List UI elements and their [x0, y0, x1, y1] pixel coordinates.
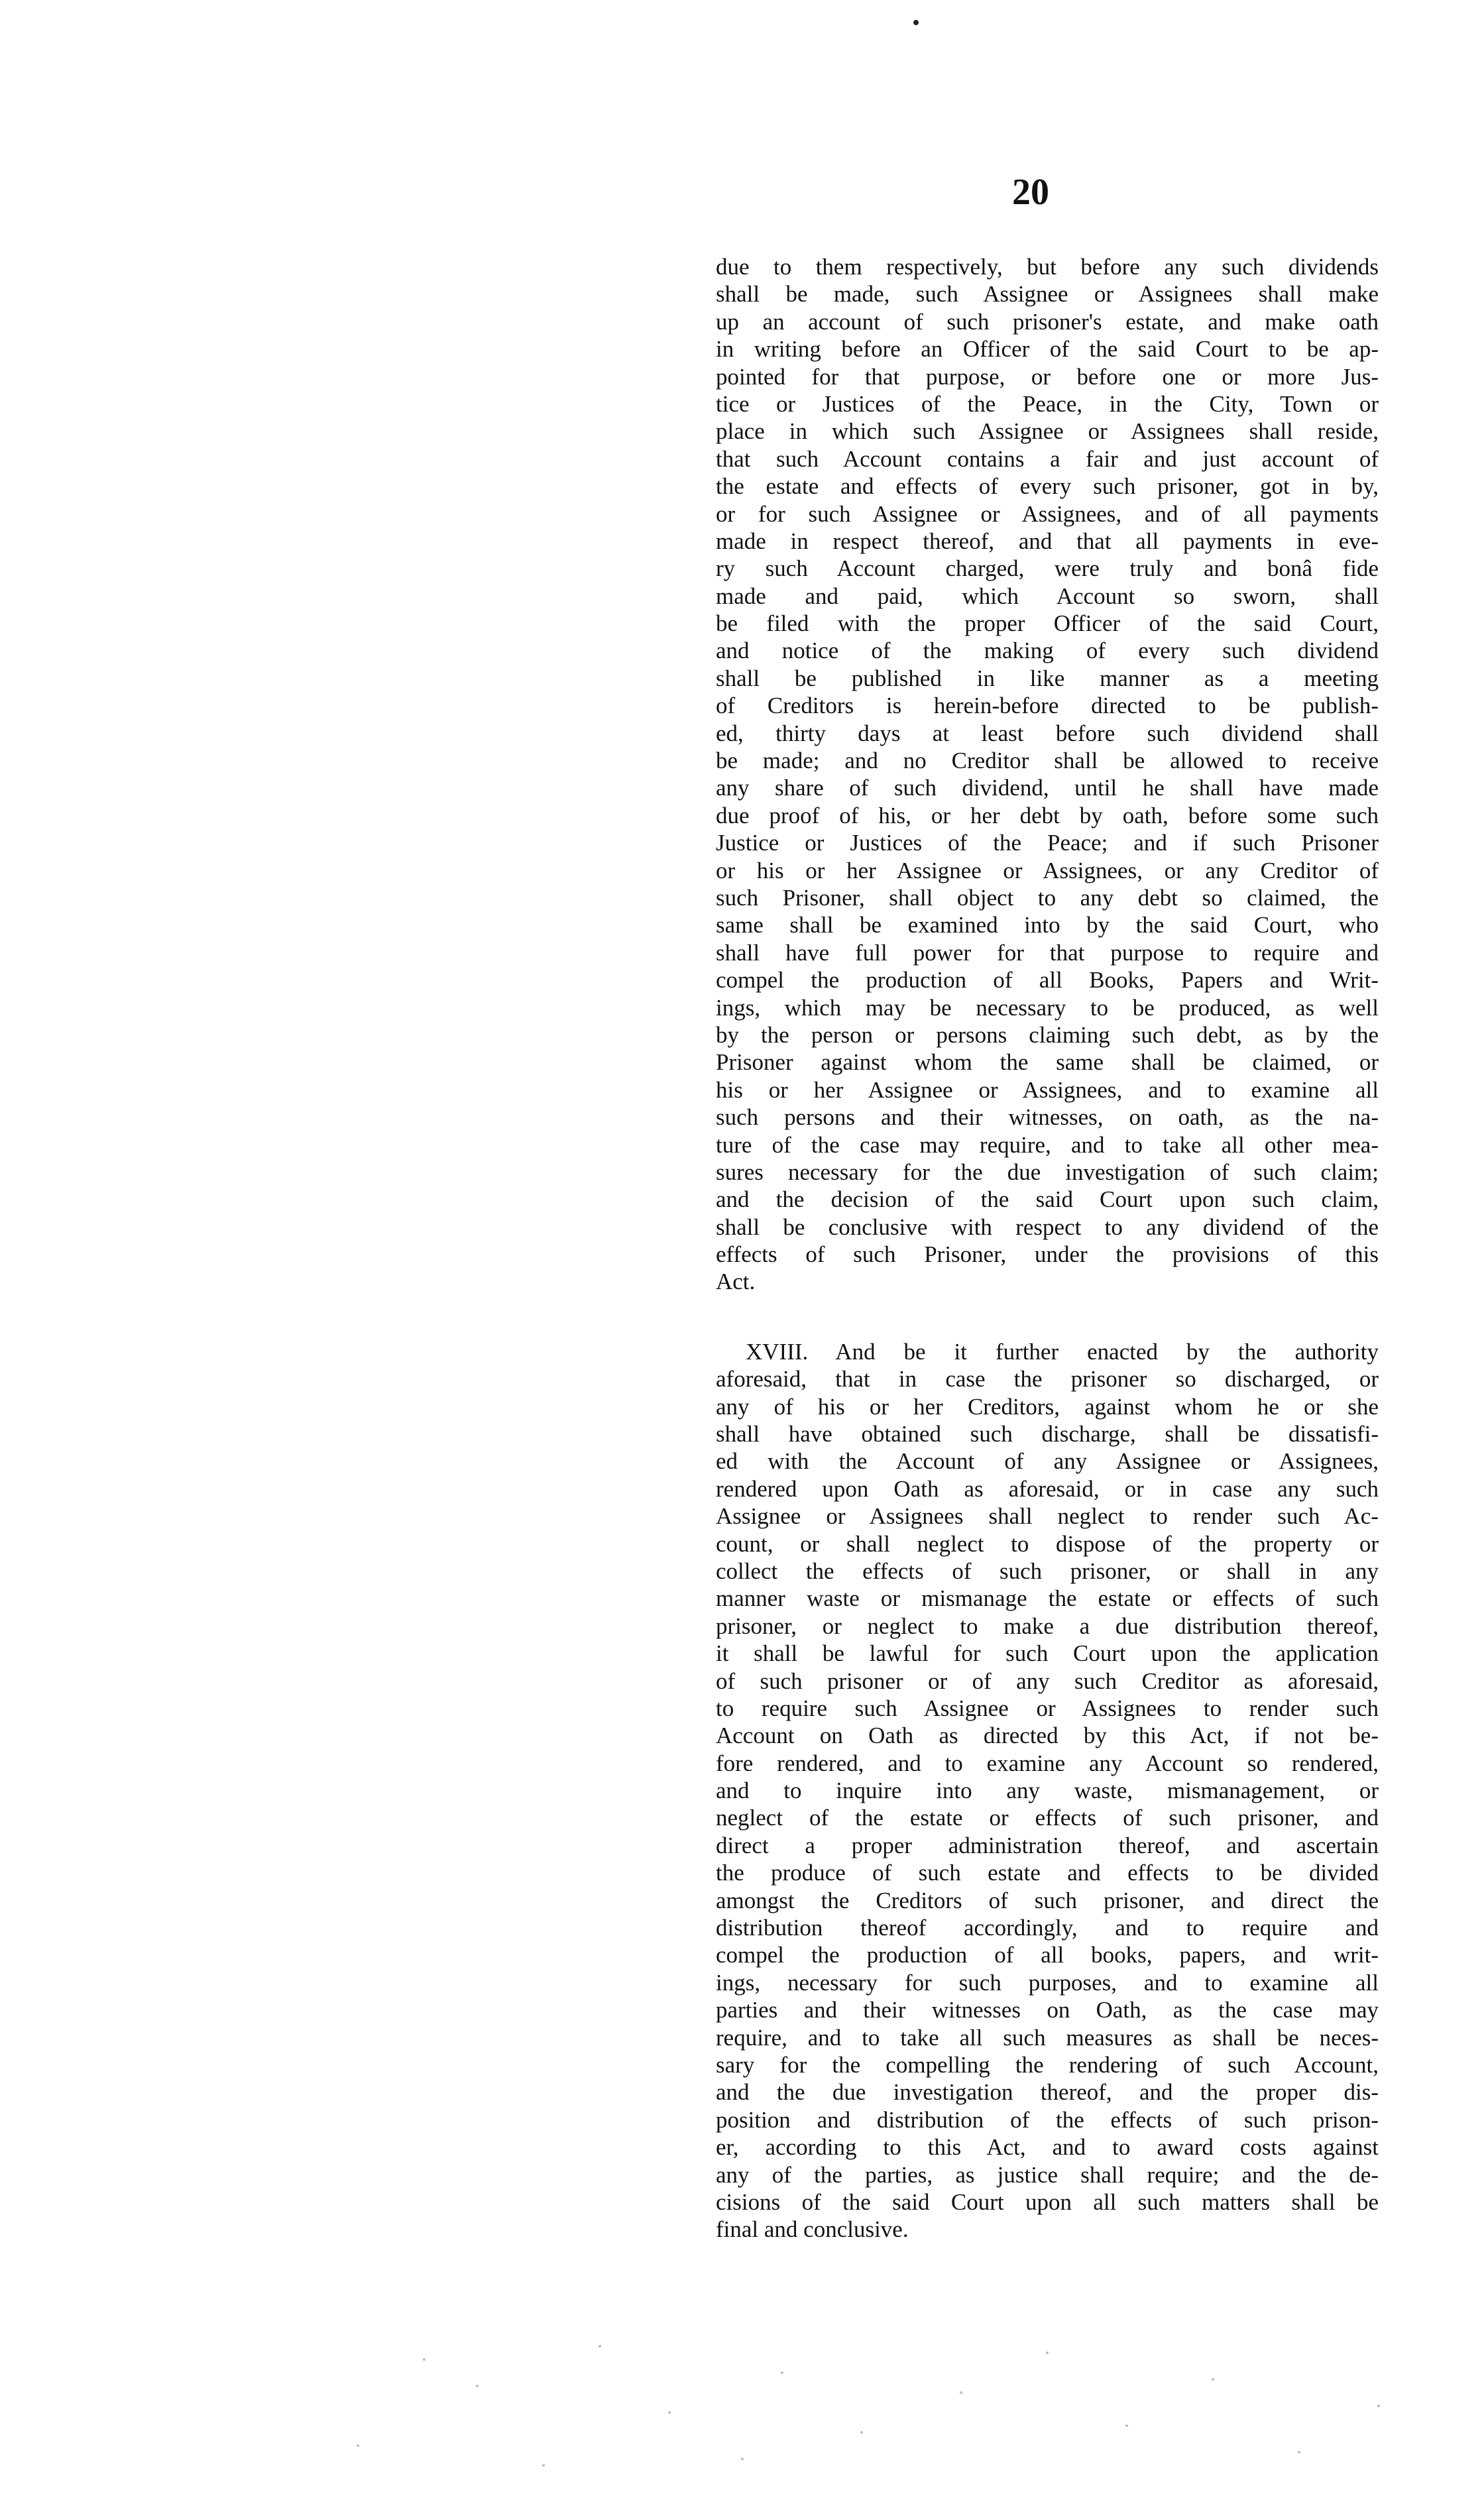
text-line: aforesaid, that in case the prisoner so discharged, or	[716, 1366, 1379, 1392]
paragraph-gap	[716, 1296, 1379, 1338]
text-line: compel the production of all books, papers, and writ-	[716, 1942, 1379, 1968]
text-line: position and distribution of the effects of such prison-	[716, 2106, 1379, 2133]
text-line: fore rendered, and to examine any Account so rendered,	[716, 1750, 1379, 1776]
text-line: ry such Account charged, were truly and bonâ fide	[716, 555, 1379, 582]
text-line: parties and their witnesses on Oath, as the case may	[716, 1997, 1379, 2023]
text-line: or his or her Assignee or Assignees, or any Creditor of	[716, 857, 1379, 883]
text-line: Prisoner against whom the same shall be claimed, or	[716, 1049, 1379, 1076]
text-line: ed with the Account of any Assignee or Assignees,	[716, 1448, 1379, 1475]
text-line: shall be made, such Assignee or Assignees shall make	[716, 281, 1379, 308]
text-line: and the due investigation thereof, and the proper dis-	[716, 2079, 1379, 2106]
paper-speckles	[0, 2333, 1484, 2485]
text-line: sures necessary for the due investigation of such claim;	[716, 1159, 1379, 1185]
text-line: by the person or persons claiming such debt, as by the	[716, 1021, 1379, 1048]
text-line: made and paid, which Account so sworn, shall	[716, 583, 1379, 609]
text-line: place in which such Assignee or Assignees shall reside,	[716, 418, 1379, 445]
text-line: manner waste or mismanage the estate or effects of such	[716, 1585, 1379, 1612]
text-line: any of his or her Creditors, against whom he or she	[716, 1393, 1379, 1420]
page-number: 20	[1012, 172, 1049, 213]
text-line: due proof of his, or her debt by oath, before some such	[716, 802, 1379, 828]
text-line: shall have obtained such discharge, shall be dissatisfi-	[716, 1421, 1379, 1448]
text-line: ed, thirty days at least before such dividend shall	[716, 720, 1379, 746]
text-line: sary for the compelling the rendering of such Account,	[716, 2052, 1379, 2078]
text-line: that such Account contains a fair and just account of	[716, 445, 1379, 472]
text-line: count, or shall neglect to dispose of the property or	[716, 1530, 1379, 1557]
text-line: prisoner, or neglect to make a due distribution thereof,	[716, 1613, 1379, 1639]
text-line: pointed for that purpose, or before one or more Jus-	[716, 363, 1379, 390]
text-line: tice or Justices of the Peace, in the City, Town or	[716, 390, 1379, 417]
text-line: require, and to take all such measures as shall be neces-	[716, 2024, 1379, 2051]
text-column	[716, 253, 1379, 2243]
paragraph-2	[716, 1338, 1379, 2243]
text-line: to require such Assignee or Assignees to render such	[716, 1695, 1379, 1721]
text-line: distribution thereof accordingly, and to require and	[716, 1915, 1379, 1941]
text-line: the estate and effects of every such prisoner, got in by,	[716, 473, 1379, 500]
text-line: compel the production of all Books, Papers and Writ-	[716, 967, 1379, 994]
text-line: be filed with the proper Officer of the said Court,	[716, 610, 1379, 637]
text-line: and the decision of the said Court upon such claim,	[716, 1186, 1379, 1213]
text-line: it shall be lawful for such Court upon the application	[716, 1640, 1379, 1667]
text-line: such Prisoner, shall object to any debt so claimed, the	[716, 884, 1379, 911]
text-line: er, according to this Act, and to award costs against	[716, 2134, 1379, 2161]
text-line: rendered upon Oath as aforesaid, or in case any such	[716, 1475, 1379, 1502]
text-line: shall have full power for that purpose to require and	[716, 939, 1379, 966]
text-line: collect the effects of such prisoner, or shall in any	[716, 1558, 1379, 1584]
text-line: direct a proper administration thereof, and ascertain	[716, 1832, 1379, 1858]
text-line: Account on Oath as directed by this Act, if not be-	[716, 1723, 1379, 1749]
text-line: be made; and no Creditor shall be allowed to receive	[716, 748, 1379, 774]
text-line: in writing before an Officer of the said Court to be ap-	[716, 336, 1379, 363]
text-line: effects of such Prisoner, under the provisions of this	[716, 1241, 1379, 1268]
text-line: shall be conclusive with respect to any dividend of the	[716, 1214, 1379, 1240]
paragraph-1	[716, 253, 1379, 1296]
text-line: neglect of the estate or effects of such prisoner, and	[716, 1805, 1379, 1831]
text-line: Assignee or Assignees shall neglect to render such Ac-	[716, 1503, 1379, 1530]
text-line: such persons and their witnesses, on oath, as the na-	[716, 1104, 1379, 1131]
text-line: any of the parties, as justice shall require; and the de-	[716, 2161, 1379, 2188]
text-line: up an account of such prisoner's estate, and make oath	[716, 308, 1379, 335]
text-line: made in respect thereof, and that all payments in eve-	[716, 528, 1379, 554]
text-line: or for such Assignee or Assignees, and of all payments	[716, 500, 1379, 527]
text-line: ture of the case may require, and to take all other mea-	[716, 1131, 1379, 1158]
text-line: ings, which may be necessary to be produced, as well	[716, 994, 1379, 1021]
text-line: cisions of the said Court upon all such matters shall be	[716, 2188, 1379, 2215]
text-line: the produce of such estate and effects to be divided	[716, 1860, 1379, 1886]
text-line: final and conclusive.	[716, 2216, 909, 2243]
printing-dot	[913, 20, 919, 25]
text-line: of such prisoner or of any such Creditor as aforesaid,	[716, 1668, 1379, 1694]
text-line: of Creditors is herein-before directed to be publish-	[716, 693, 1379, 719]
text-line: any share of such dividend, until he shall have made	[716, 775, 1379, 801]
text-line: Act.	[716, 1269, 756, 1295]
text-line: Justice or Justices of the Peace; and if such Prisoner	[716, 830, 1379, 856]
text-line: his or her Assignee or Assignees, and to examine all	[716, 1076, 1379, 1103]
text-line: XVIII. And be it further enacted by the authority	[746, 1338, 1379, 1365]
text-line: amongst the Creditors of such prisoner, and direct the	[716, 1887, 1379, 1913]
text-line: same shall be examined into by the said Court, who	[716, 912, 1379, 938]
text-line: ings, necessary for such purposes, and to examine all	[716, 1969, 1379, 1996]
text-line: due to them respectively, but before any such dividends	[716, 254, 1379, 280]
text-line: and notice of the making of every such dividend	[716, 638, 1379, 664]
text-line: and to inquire into any waste, mismanagement, or	[716, 1778, 1379, 1804]
text-line: shall be published in like manner as a meeting	[716, 665, 1379, 691]
